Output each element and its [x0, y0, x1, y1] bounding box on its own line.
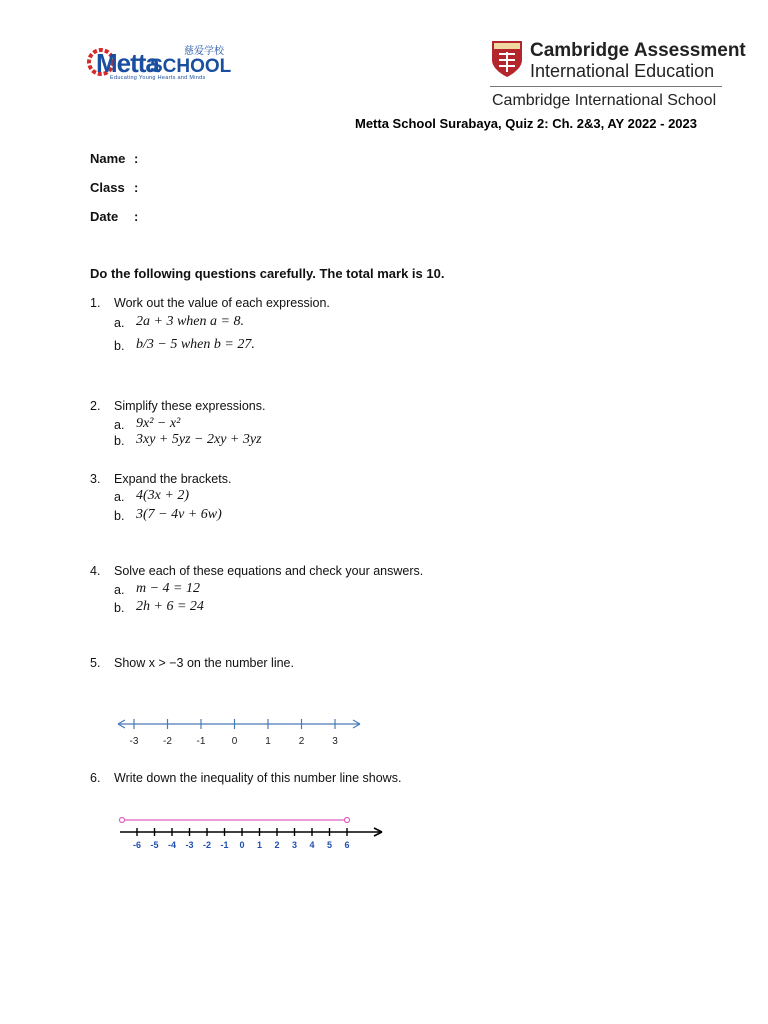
question-4a-label: a.: [114, 583, 125, 597]
question-4b-expression: 2h + 6 = 24: [136, 599, 204, 614]
class-label: Class: [90, 180, 125, 195]
number-line-2-tick-label: 4: [309, 840, 315, 850]
number-line-1-tick-label: 3: [332, 736, 338, 747]
cambridge-assessment-title: Cambridge Assessment: [530, 40, 746, 61]
number-line-1-tick-label: -3: [129, 736, 139, 747]
header-divider: [490, 86, 722, 87]
number-line-2-tick-label: 6: [344, 840, 350, 850]
metta-brand-text: Metta: [96, 48, 159, 78]
cambridge-international-school: Cambridge International School: [492, 92, 717, 109]
number-line-1-ticks: [130, 719, 339, 747]
question-4a-expression: m − 4 = 12: [136, 581, 201, 596]
question-3-text: Expand the brackets.: [114, 472, 232, 486]
question-6-number: 6.: [90, 771, 101, 785]
metta-school-text: SCHOOL: [150, 56, 232, 77]
number-line-2-tick-label: -1: [220, 840, 229, 850]
name-label: Name: [90, 151, 126, 166]
question-2b-expression: 3xy + 5yz − 2xy + 3yz: [136, 432, 262, 447]
number-line-2-right-open-circle: [345, 818, 350, 823]
number-line-2-tick-label: -2: [202, 840, 212, 850]
number-line-1-tick-label: 1: [265, 736, 271, 747]
number-line-2-tick-label: -6: [132, 840, 142, 850]
number-line-2-tick-label: -4: [167, 840, 177, 850]
name-colon: :: [134, 151, 139, 166]
question-1-number: 1.: [90, 296, 101, 310]
number-line-2-tick-label: 0: [239, 840, 245, 850]
number-line-1-tick-label: -2: [163, 736, 172, 747]
number-line-1-tick-label: 0: [231, 736, 238, 747]
instructions: Do the following questions carefully. The total mark is 10.: [90, 266, 445, 281]
number-line-1-tick-label: 2: [298, 736, 305, 747]
number-line-2-tick-label: 1: [256, 840, 263, 850]
question-6-text: Write down the inequality of this number line shows.: [114, 771, 402, 785]
question-4-text: Solve each of these equations and check your answers.: [114, 564, 424, 578]
metta-tagline: Educating Young Hearts and Minds: [110, 75, 206, 81]
number-line-2: [112, 810, 392, 854]
question-1-text: Work out the value of each expression.: [114, 296, 330, 310]
question-1b-expression: b/3 − 5 when b = 27.: [136, 337, 255, 352]
cambridge-shield-icon: [491, 40, 523, 78]
question-3-number: 3.: [90, 472, 101, 486]
cambridge-international-education: International Education: [530, 61, 715, 81]
date-colon: :: [134, 209, 139, 224]
question-3b-label: b.: [114, 509, 125, 523]
class-colon: :: [134, 180, 139, 195]
question-3b-expression: 3(7 − 4v + 6w): [136, 507, 222, 522]
number-line-2-tick-label: 2: [274, 840, 280, 850]
number-line-1: [110, 712, 370, 752]
question-4-number: 4.: [90, 564, 101, 578]
question-1a-expression: 2a + 3 when a = 8.: [136, 314, 244, 329]
number-line-2-tick-label: 5: [326, 840, 333, 850]
number-line-2-tick-label: 3: [291, 840, 298, 850]
number-line-2-tick-label: -5: [150, 840, 159, 850]
metta-chinese-text: 慈爱学校: [184, 46, 224, 57]
question-2-number: 2.: [90, 399, 101, 413]
question-5-number: 5.: [90, 656, 101, 670]
question-1a-label: a.: [114, 316, 125, 330]
question-2b-label: b.: [114, 434, 125, 448]
question-3a-expression: 4(3x + 2): [136, 488, 189, 503]
number-line-1-tick-label: -1: [196, 736, 206, 747]
number-line-2-tick-label: -3: [185, 840, 194, 850]
question-5-text: Show x > −3 on the number line.: [114, 656, 294, 670]
date-label: Date: [90, 209, 119, 224]
question-4b-label: b.: [114, 601, 125, 615]
question-2a-expression: 9x² − x²: [136, 416, 181, 431]
question-2-text: Simplify these expressions.: [114, 399, 266, 413]
question-2a-label: a.: [114, 418, 125, 432]
quiz-title: Metta School Surabaya, Quiz 2: Ch. 2&3, AY 2022 - 2023: [355, 116, 697, 131]
question-1b-label: b.: [114, 339, 125, 353]
number-line-2-left-open-circle: [120, 818, 125, 823]
question-3a-label: a.: [114, 490, 125, 504]
